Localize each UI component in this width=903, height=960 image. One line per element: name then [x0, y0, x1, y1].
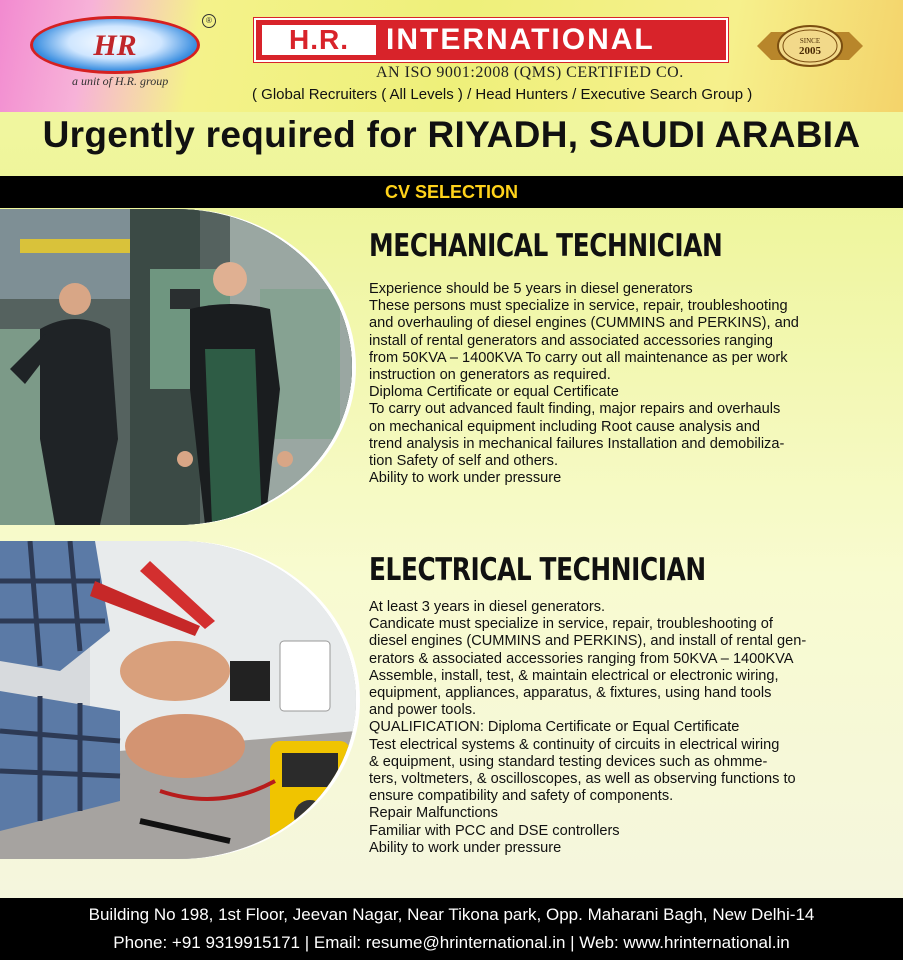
- job-line: & equipment, using standard testing devices such as ohmme-: [369, 753, 768, 770]
- job-line: Ability to work under pressure: [369, 839, 562, 856]
- electrical-technician-photo: [0, 541, 356, 859]
- brand-name: INTERNATIONAL: [386, 23, 655, 56]
- electrical-technician-title: ELECTRICAL TECHNICIAN: [369, 552, 706, 588]
- job-line: tion Safety of self and others.: [369, 453, 559, 470]
- mechanical-technicians-photo: [0, 209, 352, 525]
- brand-short: H.R.: [262, 25, 376, 55]
- registered-mark-icon: ®: [202, 14, 216, 28]
- section-bar: [0, 176, 903, 208]
- job-line: Test electrical systems & continuity of circuits in electrical wiring: [369, 736, 780, 753]
- job-line: QUALIFICATION: Diploma Certificate or Equal Certificate: [369, 719, 740, 736]
- recruiters-line: ( Global Recruiters ( All Levels ) / Head Hunters / Executive Search Group ): [252, 86, 753, 103]
- job-line: Assemble, install, test, & maintain electrical or electronic wiring,: [369, 667, 779, 684]
- job-line: instruction on generators as required.: [369, 367, 611, 384]
- job-line: diesel engines (CUMMINS and PERKINS), and install of rental gen-: [369, 633, 807, 650]
- seal-year: 2005: [799, 45, 821, 57]
- footer-address: Building No 198, 1st Floor, Jeevan Nagar, Near Tikona park, Opp. Maharani Bagh, New Delhi-14: [88, 905, 815, 924]
- job-line: ensure compatibility and safety of components.: [369, 788, 674, 805]
- job-line: Candicate must specialize in service, repair, troubleshooting of: [369, 616, 773, 633]
- section-bar-label: CV SELECTION: [384, 182, 518, 202]
- company-logo: [30, 16, 200, 74]
- job-line: trend analysis in mechanical failures Installation and demobiliza-: [369, 435, 785, 452]
- headline: Urgently required for RIYADH, SAUDI ARABIA: [42, 114, 861, 155]
- job-line: These persons must specialize in service, repair, troubleshooting: [369, 298, 788, 315]
- job-line: and power tools.: [369, 702, 477, 719]
- seal-since: SINCE: [799, 37, 821, 45]
- job-line: Ability to work under pressure: [369, 470, 562, 487]
- logo-monogram: HR: [93, 29, 137, 62]
- job-line: Familiar with PCC and DSE controllers: [369, 822, 620, 839]
- job-line: To carry out advanced fault finding, major repairs and overhauls: [369, 401, 781, 418]
- job-line: ters, voltmeters, & oscilloscopes, as well as observing functions to: [369, 771, 796, 788]
- job-line: install of rental generators and associated accessories ranging: [369, 332, 773, 349]
- iso-certification: AN ISO 9001:2008 (QMS) CERTIFIED CO.: [376, 64, 684, 81]
- mechanical-technician-title: MECHANICAL TECHNICIAN: [369, 228, 723, 264]
- job-line: from 50KVA – 1400KVA To carry out all maintenance as per work: [369, 349, 788, 366]
- header-banner: [0, 0, 903, 112]
- job-line: Experience should be 5 years in diesel generators: [369, 281, 693, 297]
- job-line: equipment, appliances, apparatus, & fixtures, using hand tools: [369, 685, 772, 702]
- job-line: At least 3 years in diesel generators.: [369, 599, 606, 615]
- job-line: on mechanical equipment including Root cause analysis and: [369, 418, 761, 435]
- footer-contact-bar: [0, 898, 903, 960]
- job-line: erators & associated accessories ranging from 50KVA – 1400KVA: [369, 650, 794, 667]
- job-line: Repair Malfunctions: [369, 805, 498, 822]
- logo-tagline: a unit of H.R. group: [72, 74, 169, 88]
- job-line: and overhauling of diesel engines (CUMMINS and PERKINS), and: [369, 315, 799, 332]
- since-seal-badge: [757, 22, 863, 70]
- mechanical-technician-description: [369, 281, 885, 487]
- footer-contact: Phone: +91 9319915171 | Email: resume@hrinternational.in | Web: www.hrinternational.in: [113, 933, 790, 952]
- brand-banner: [254, 18, 728, 62]
- job-line: Diploma Certificate or equal Certificate: [369, 384, 619, 401]
- electrical-technician-description: [369, 599, 885, 857]
